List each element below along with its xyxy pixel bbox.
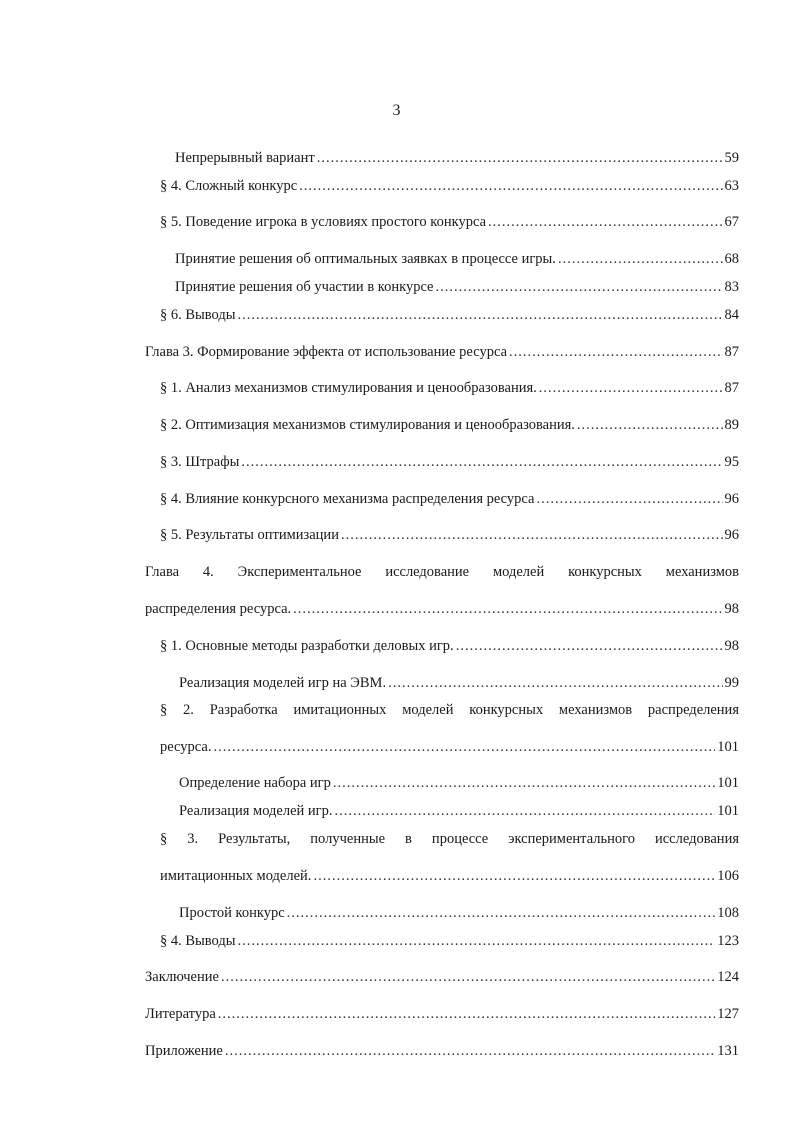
- toc-entry: [175, 149, 739, 167]
- toc-entry-page: 68: [724, 251, 739, 267]
- toc-entry: [160, 453, 739, 471]
- toc-entry-page: 87: [724, 380, 739, 396]
- toc-entry: [160, 177, 739, 195]
- toc-entry-label: Литература: [145, 1006, 216, 1022]
- leader-dots: [456, 637, 723, 655]
- leader-dots: [213, 738, 715, 756]
- leader-dots: [488, 213, 722, 231]
- toc-entry: [175, 250, 739, 268]
- toc-entry-line1: § 3. Результаты, полученные в процессе экспериментального исследования: [160, 831, 739, 847]
- toc-entry-label: § 1. Основные методы разработки деловых игр.: [160, 638, 454, 654]
- toc-entry-page: 96: [724, 491, 739, 507]
- toc-entry-label: § 2. Оптимизация механизмов стимулирования и ценообразования.: [160, 417, 575, 433]
- leader-dots: [241, 453, 722, 471]
- leader-dots: [436, 278, 723, 296]
- toc-chapter-line1: Глава 4. Экспериментальное исследование моделей конкурсных механизмов: [145, 564, 739, 580]
- toc-entry-label: Принятие решения об оптимальных заявках в процессе игры.: [175, 251, 556, 267]
- leader-dots: [341, 526, 723, 544]
- toc-chapter: [145, 968, 739, 986]
- toc-entry: [179, 904, 739, 922]
- toc-entry-page: 87: [724, 344, 739, 360]
- toc-entry: [179, 802, 739, 820]
- toc-entry-label: § 4. Влияние конкурсного механизма распределения ресурса: [160, 491, 535, 507]
- toc-entry: [160, 637, 739, 655]
- toc-entry-page: 67: [724, 214, 739, 230]
- toc-entry: [175, 278, 739, 296]
- toc-entry-page: 99: [724, 675, 739, 691]
- toc-entry-label: Реализация моделей игр на ЭВМ.: [179, 675, 387, 691]
- toc-chapter: [145, 1005, 739, 1023]
- toc-entry-page: 98: [724, 638, 739, 654]
- toc-entry-page: 106: [717, 868, 739, 884]
- toc-entry: [160, 306, 739, 324]
- toc-entry: [160, 213, 739, 231]
- toc-entry-page: 98: [724, 601, 739, 617]
- toc-entry-label: распределения ресурса.: [145, 601, 292, 617]
- toc-entry-page: 101: [717, 775, 739, 791]
- toc-entry: [160, 379, 739, 397]
- toc-entry: [179, 774, 739, 792]
- leader-dots: [509, 343, 722, 361]
- toc-entry-page: 127: [717, 1006, 739, 1022]
- page-number: 3: [392, 102, 401, 119]
- toc-entry-page: 59: [724, 150, 739, 166]
- toc-entry-page: 123: [717, 933, 739, 949]
- leader-dots: [225, 1042, 715, 1060]
- toc-entry-label: ресурса.: [160, 739, 212, 755]
- toc-entry-label: Заключение: [145, 969, 219, 985]
- leader-dots: [313, 867, 715, 885]
- toc-entry: [160, 867, 739, 885]
- leader-dots: [218, 1005, 715, 1023]
- toc-entry: [160, 738, 739, 756]
- toc-entry-page: 101: [717, 739, 739, 755]
- leader-dots: [287, 904, 716, 922]
- toc-chapter: [145, 1042, 739, 1060]
- toc-entry-label: § 6. Выводы: [160, 307, 236, 323]
- leader-dots: [539, 379, 723, 397]
- toc-entry-page: 96: [724, 527, 739, 543]
- toc-entry-label: Принятие решения об участии в конкурсе: [175, 279, 434, 295]
- toc-entry-page: 124: [717, 969, 739, 985]
- leader-dots: [293, 600, 722, 618]
- toc-entry-page: 89: [724, 417, 739, 433]
- toc-entry-label: Непрерывный вариант: [175, 150, 315, 166]
- leader-dots: [238, 932, 716, 950]
- leader-dots: [388, 674, 722, 692]
- leader-dots: [536, 490, 722, 508]
- toc-entry-page: 84: [724, 307, 739, 323]
- toc-entry-page: 101: [717, 803, 739, 819]
- leader-dots: [317, 149, 723, 167]
- leader-dots: [334, 802, 715, 820]
- toc-entry-label: Реализация моделей игр.: [179, 803, 333, 819]
- toc-entry: [179, 674, 739, 692]
- toc-entry-label: § 1. Анализ механизмов стимулирования и ценообразования.: [160, 380, 537, 396]
- toc-entry-line1: § 2. Разработка имитационных моделей конкурсных механизмов распределения: [160, 702, 739, 718]
- toc-entry-label: § 3. Штрафы: [160, 454, 240, 470]
- toc-chapter: [145, 343, 739, 361]
- leader-dots: [299, 177, 722, 195]
- leader-dots: [577, 416, 723, 434]
- leader-dots: [558, 250, 723, 268]
- toc-entry-label: § 4. Выводы: [160, 933, 236, 949]
- toc-entry: [160, 416, 739, 434]
- toc-entry-page: 108: [717, 905, 739, 921]
- toc-entry-label: Простой конкурс: [179, 905, 285, 921]
- toc-entry-label: Определение набора игр: [179, 775, 331, 791]
- leader-dots: [221, 968, 715, 986]
- toc-entry-label: Приложение: [145, 1043, 223, 1059]
- toc-entry-label: Глава 3. Формирование эффекта от использование ресурса: [145, 344, 508, 360]
- toc-entry: [160, 932, 739, 950]
- leader-dots: [333, 774, 715, 792]
- toc-entry-page: 95: [724, 454, 739, 470]
- toc-entry-page: 63: [724, 178, 739, 194]
- toc-entry-label: § 5. Поведение игрока в условиях простого конкурса: [160, 214, 487, 230]
- toc-entry-page: 83: [724, 279, 739, 295]
- toc-entry-label: § 4. Сложный конкурс: [160, 178, 298, 194]
- toc-entry-label: имитационных моделей.: [160, 868, 312, 884]
- toc-chapter: [145, 600, 739, 618]
- leader-dots: [238, 306, 723, 324]
- toc-entry-page: 131: [717, 1043, 739, 1059]
- toc-entry: [160, 490, 739, 508]
- toc-entry: [160, 526, 739, 544]
- toc-entry-label: § 5. Результаты оптимизации: [160, 527, 339, 543]
